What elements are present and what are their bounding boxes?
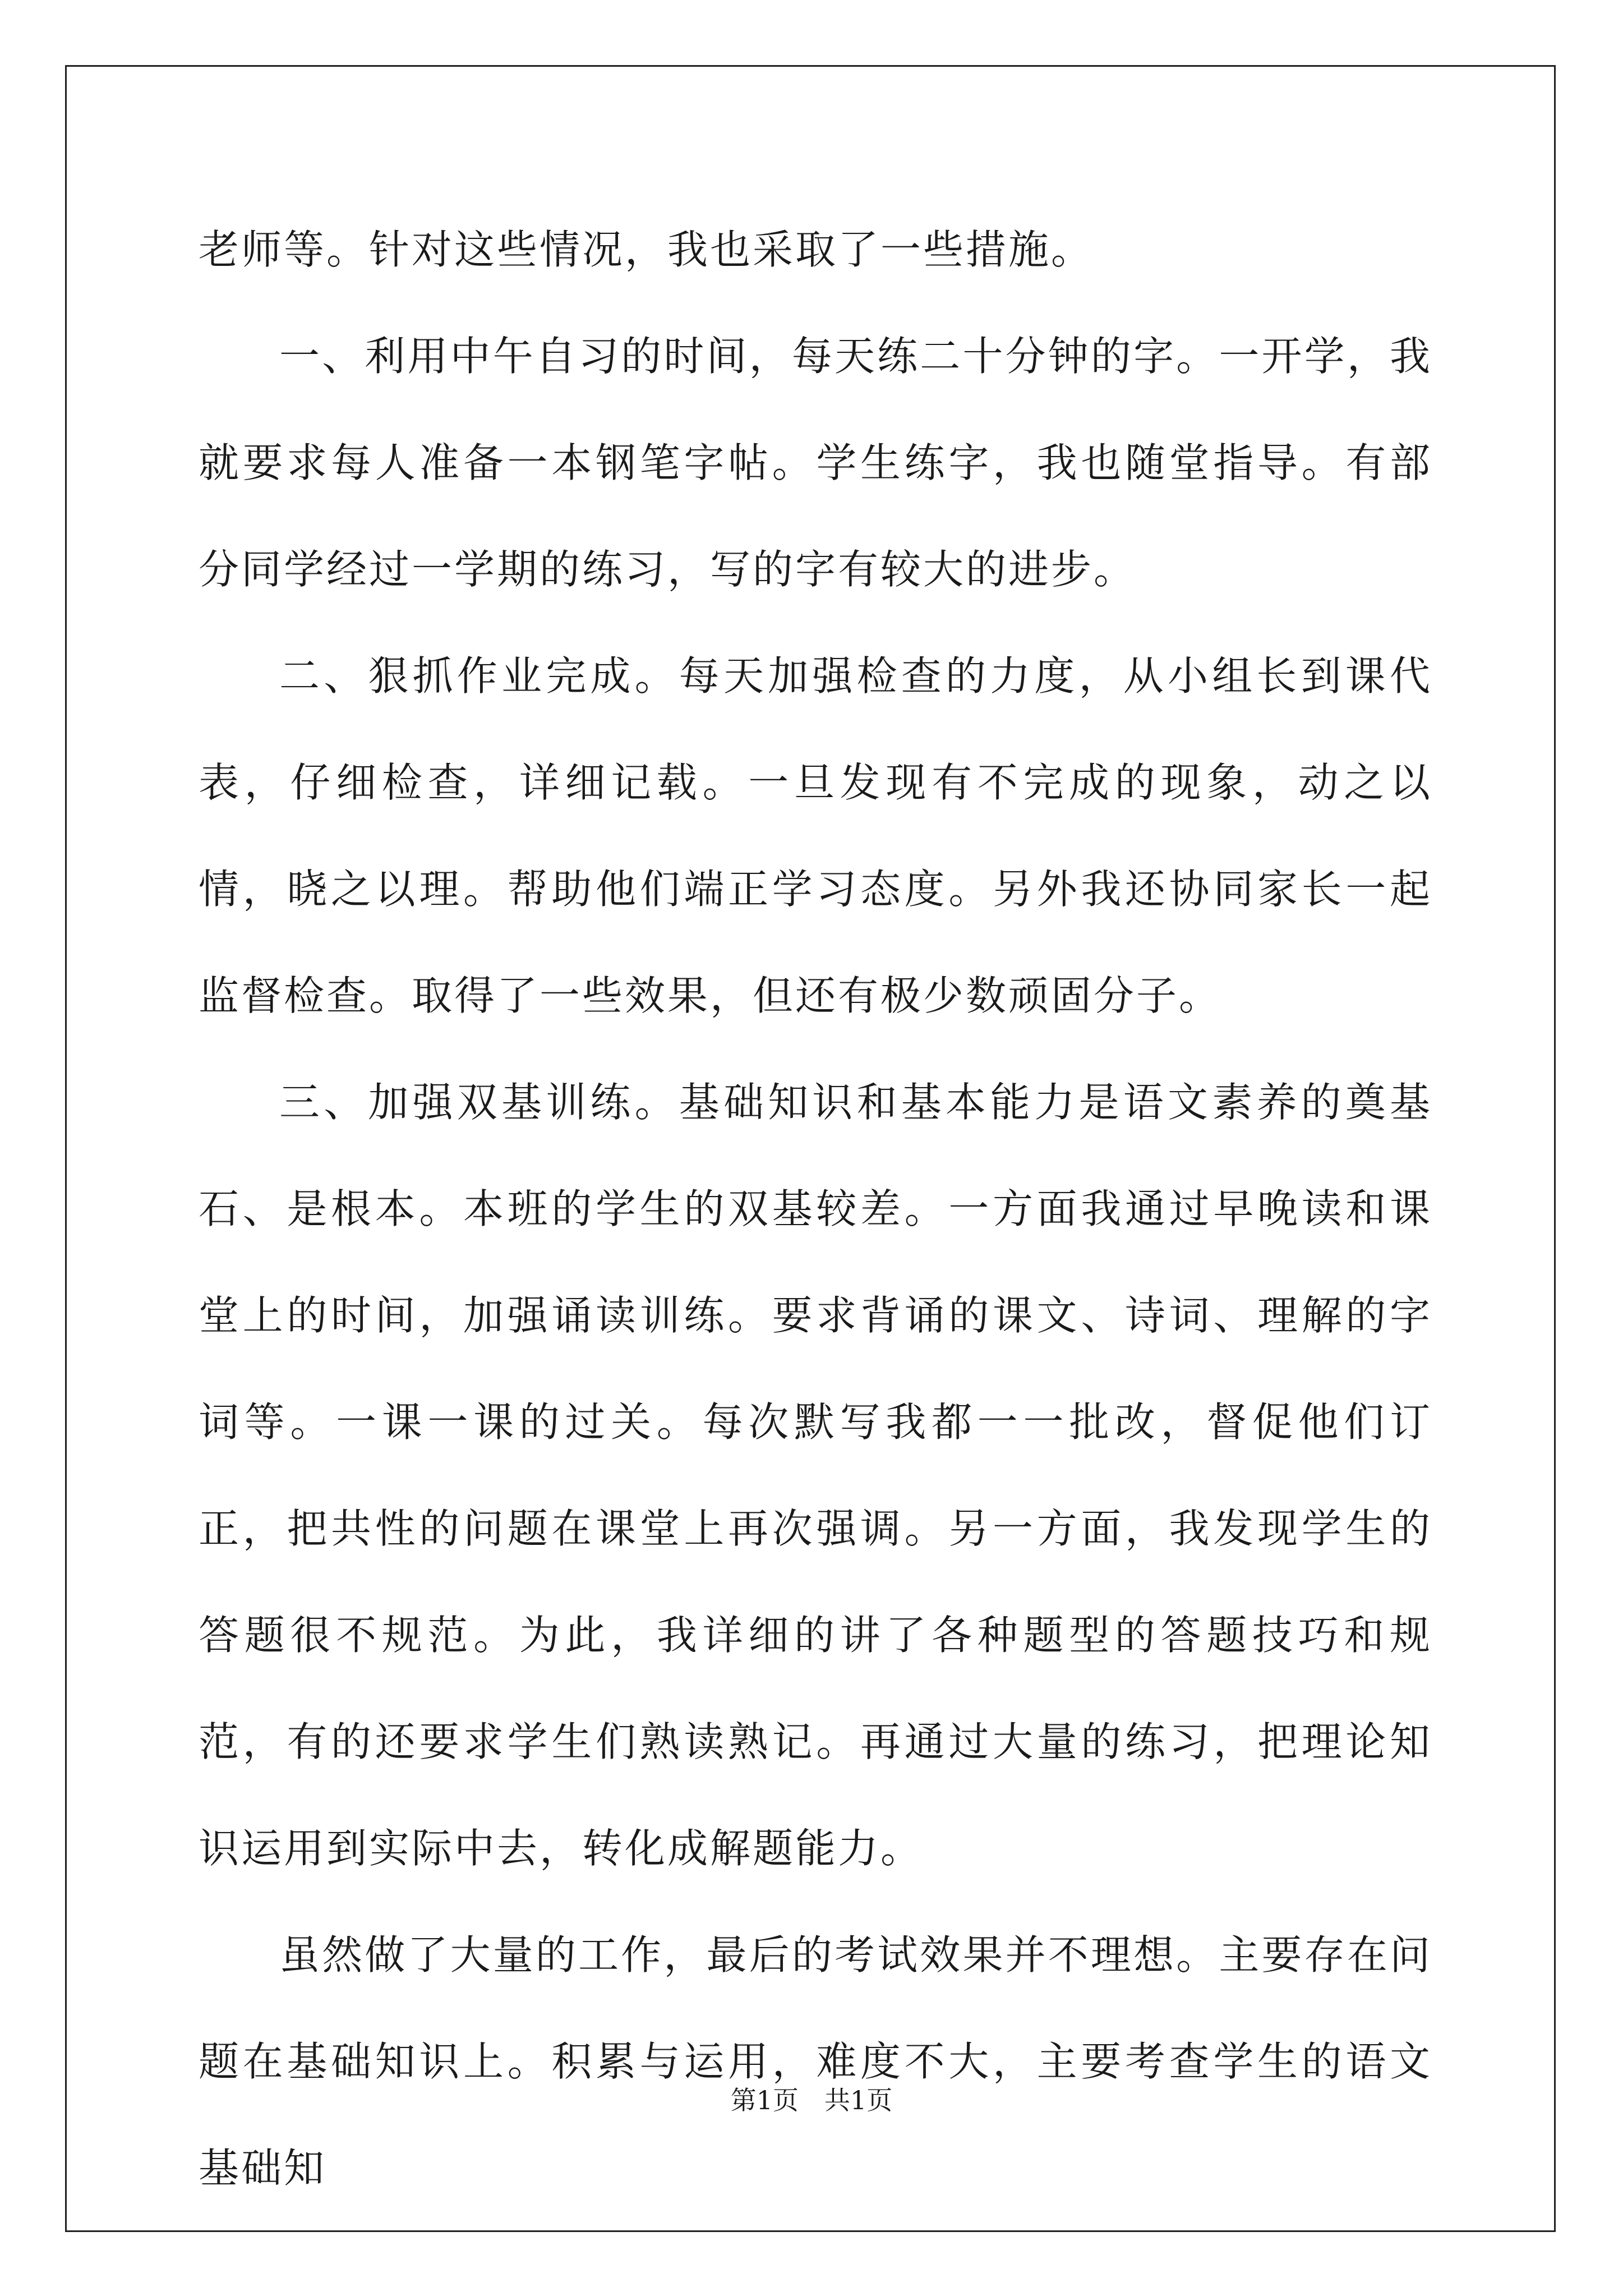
document-body <box>199 196 1432 2221</box>
page-footer: 第1页 共1页 <box>730 2085 893 2115</box>
paragraph: 老师等。针对这些情况，我也采取了一些措施。 <box>199 226 1094 273</box>
paragraph: 三、加强双基训练。基础知识和基本能力是语文素养的奠基石、是根本。本班的学生的双基较差。一方面我通过早晚读和课堂上的时间，加强诵读训练。要求背诵的课文、诗词、理解的字词等。一课一课的过关。每次默写我都一一批改，督促他们订正，把共性的问题在课堂上再次强调。另一方面，我发现学生的答题很不规范。为此，我详细的讲了各种题型的答题技巧和规范，有的还要求学生们熟读熟记。再通过大量的练习，把理论知识运用到实际中去，转化成解题能力。 <box>199 1079 1432 1872</box>
paragraph: 虽然做了大量的工作，最后的考试效果并不理想。主要存在问题在基础知识上。积累与运用，难度不大，主要考查学生的语文基础知 <box>199 1931 1432 2192</box>
paragraph: 一、利用中午自习的时间，每天练二十分钟的字。一开学，我就要求每人准备一本钢笔字帖。学生练字，我也随堂指导。有部分同学经过一学期的练习，写的字有较大的进步。 <box>199 333 1432 593</box>
paragraph: 二、狠抓作业完成。每天加强检查的力度，从小组长到课代表，仔细检查，详细记载。一旦发现有不完成的现象，动之以情，晓之以理。帮助他们端正学习态度。另外我还协同家长一起监督检查。取得了一些效果，但还有极少数顽固分子。 <box>199 652 1432 1019</box>
